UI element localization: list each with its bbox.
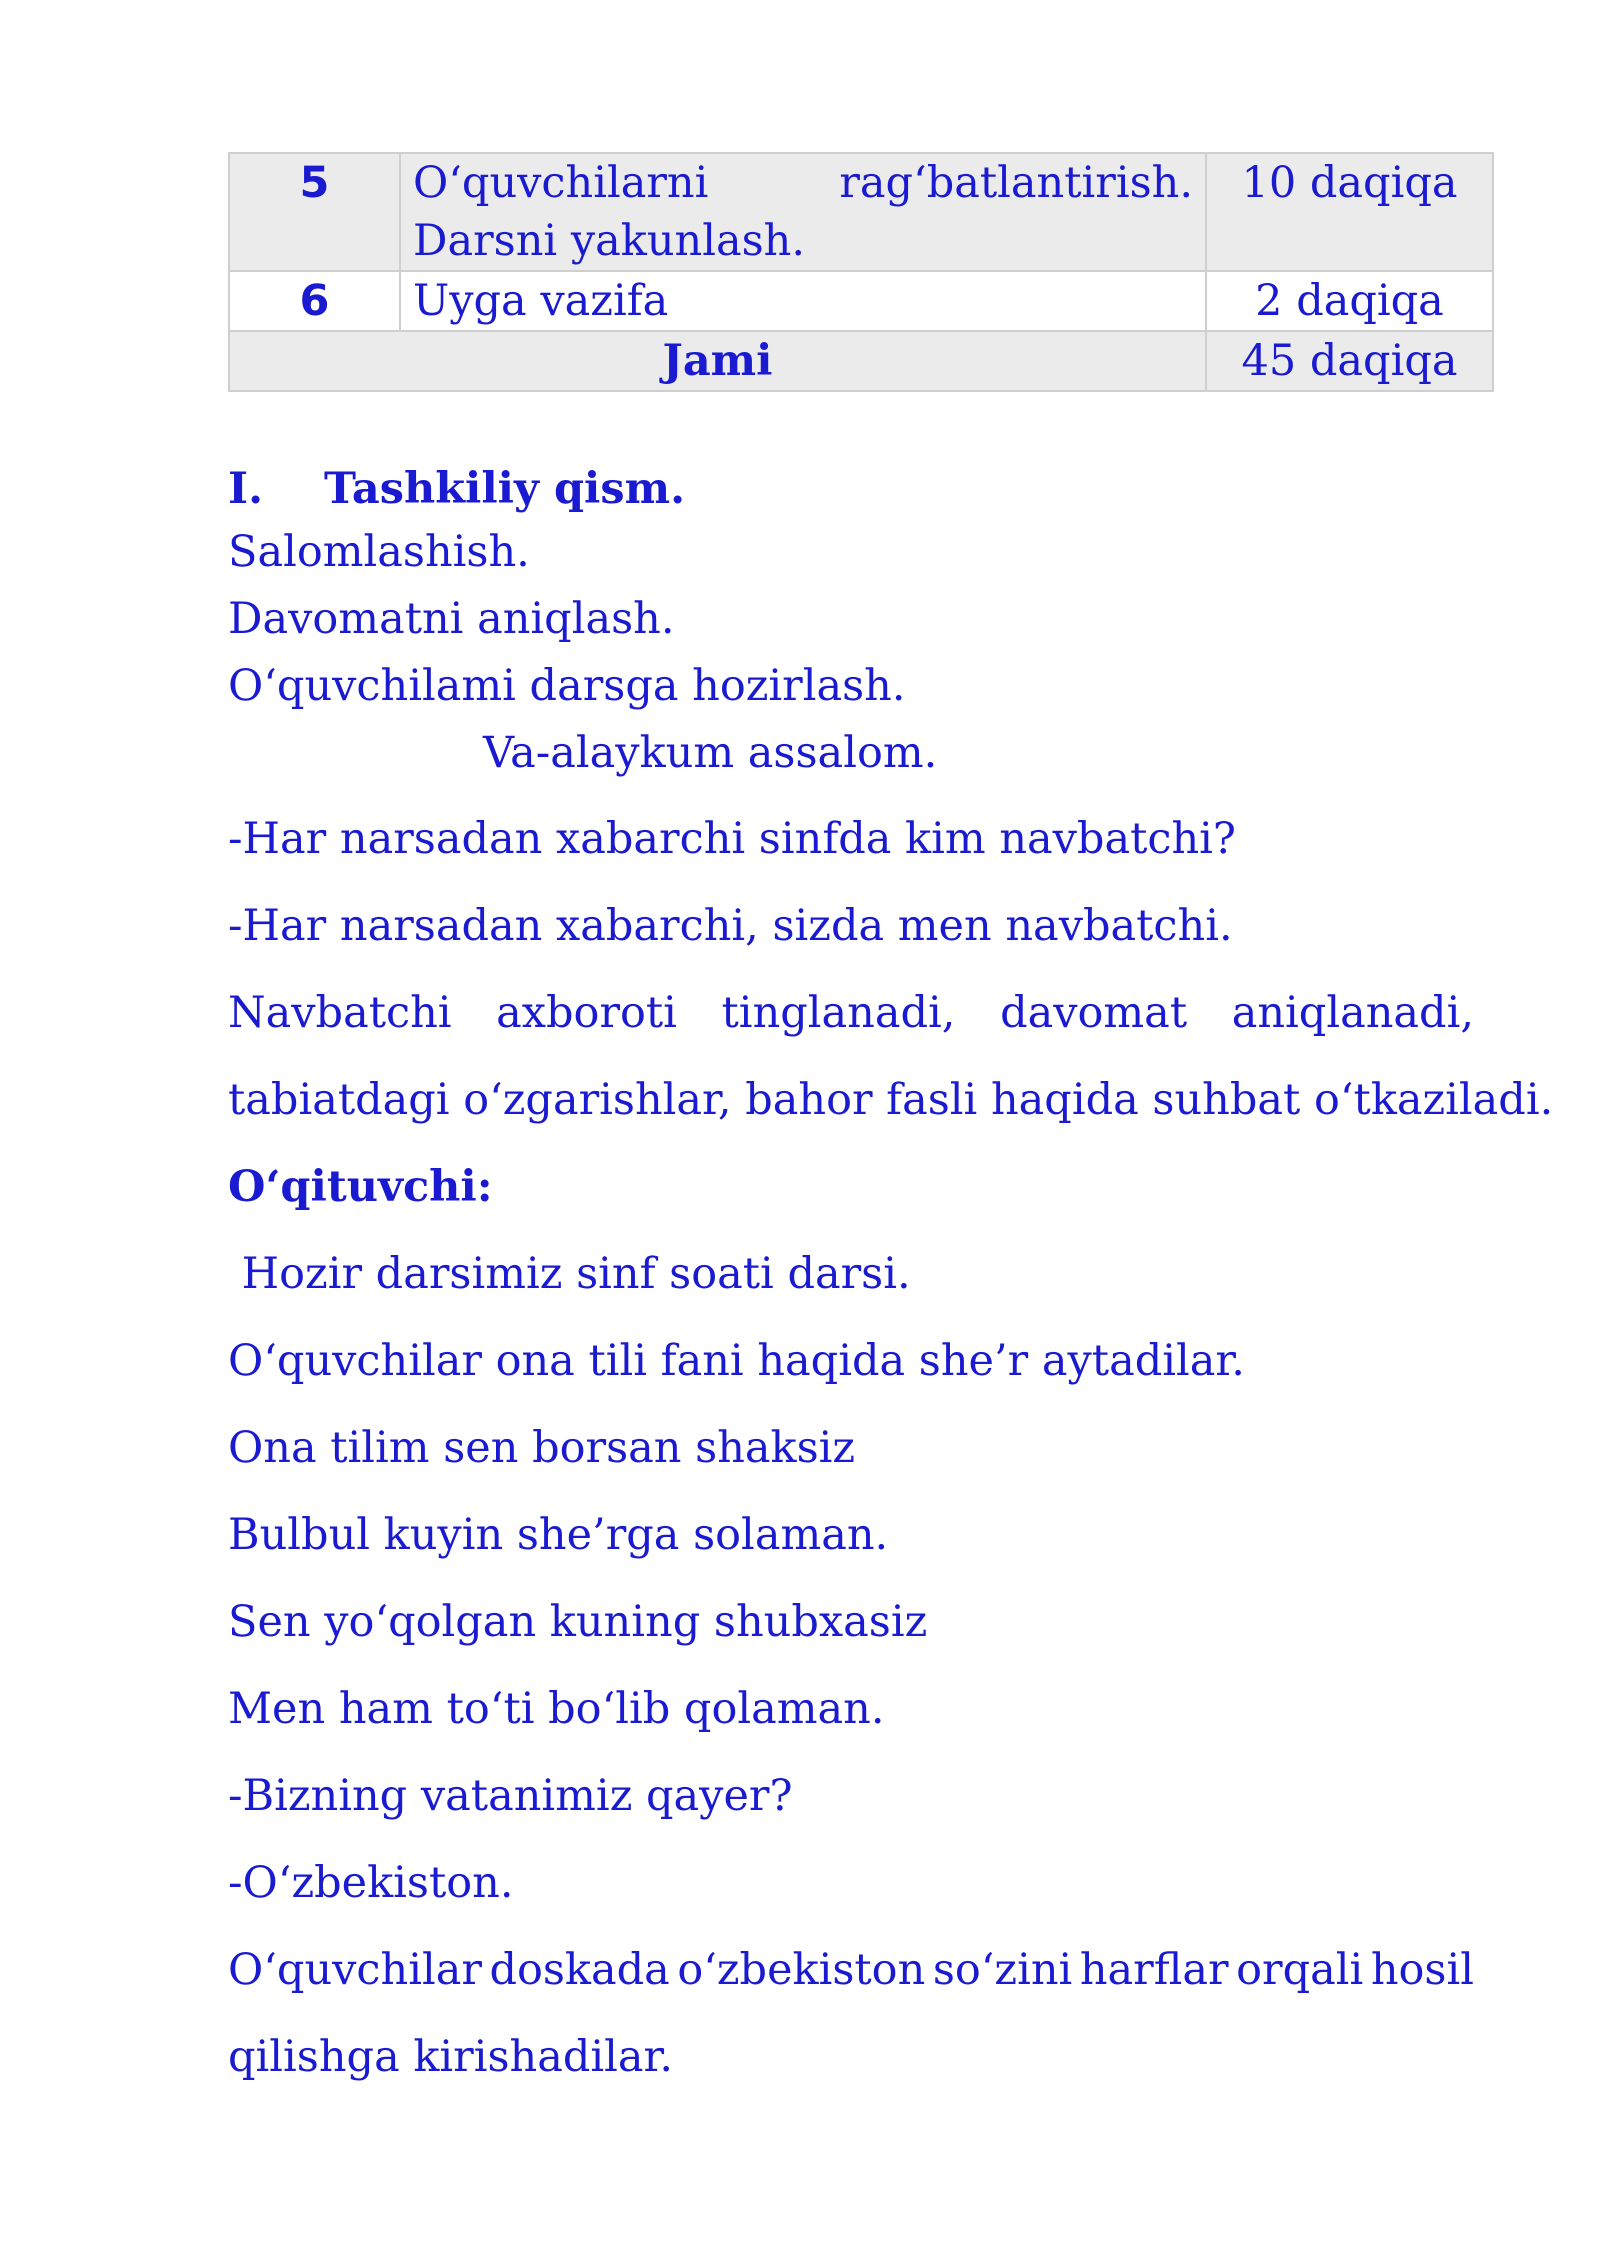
word: tinglanadi, bbox=[721, 988, 956, 1038]
row-number: 5 bbox=[229, 153, 400, 271]
text-line: qilishga kirishadilar. bbox=[228, 2032, 674, 2082]
lesson-plan-table bbox=[228, 152, 1494, 392]
row-description: Uyga vazifa bbox=[400, 271, 1206, 331]
word: aniqlanadi, bbox=[1231, 988, 1474, 1038]
text-line: -O‘zbekiston. bbox=[228, 1858, 514, 1908]
row-description: O‘quvchilarni rag‘batlantirish. Darsni yakunlash. bbox=[400, 153, 1206, 271]
word: harflar bbox=[1079, 1945, 1229, 1995]
word: so‘zini bbox=[932, 1945, 1073, 1995]
justified-text-line bbox=[228, 1941, 1474, 1999]
word: o‘zbekiston bbox=[677, 1945, 926, 1995]
text-line: -Bizning vatanimiz qayer? bbox=[228, 1771, 793, 1821]
table-total-row bbox=[229, 331, 1493, 391]
text-line: Salomlashish. bbox=[228, 527, 530, 577]
text-line: Davomatni aniqlash. bbox=[228, 594, 675, 644]
poem-line: Men ham to‘ti bo‘lib qolaman. bbox=[228, 1684, 885, 1734]
poem-line: Ona tilim sen borsan shaksiz bbox=[228, 1423, 856, 1473]
word: davomat bbox=[1000, 988, 1188, 1038]
speaker-label: O‘qituvchi: bbox=[228, 1162, 493, 1212]
total-duration: 45 daqiqa bbox=[1206, 331, 1493, 391]
text-line: O‘quvchilami darsga hozirlash. bbox=[228, 661, 906, 711]
word: Navbatchi bbox=[228, 988, 452, 1038]
section-number: I. bbox=[228, 464, 264, 514]
text-line: Hozir darsimiz sinf soati darsi. bbox=[228, 1249, 911, 1299]
row-duration: 10 daqiqa bbox=[1206, 153, 1493, 271]
section-title: Tashkiliy qism. bbox=[324, 464, 686, 514]
section-heading bbox=[228, 460, 685, 518]
word: O‘quvchilar bbox=[228, 1945, 482, 1995]
table-row bbox=[229, 153, 1493, 271]
poem-line: Bulbul kuyin she’rga solaman. bbox=[228, 1510, 889, 1560]
text-line: -Har narsadan xabarchi sinfda kim navbatchi? bbox=[228, 814, 1236, 864]
word: hosil bbox=[1370, 1945, 1474, 1995]
table-row bbox=[229, 271, 1493, 331]
justified-text-line bbox=[228, 984, 1474, 1042]
row-duration: 2 daqiqa bbox=[1206, 271, 1493, 331]
word: axboroti bbox=[496, 988, 677, 1038]
poem-line: Sen yo‘qolgan kuning shubxasiz bbox=[228, 1597, 928, 1647]
row-number: 6 bbox=[229, 271, 400, 331]
text-line: O‘quvchilar ona tili fani haqida she’r aytadilar. bbox=[228, 1336, 1245, 1386]
text-line: -Har narsadan xabarchi, sizda men navbatchi. bbox=[228, 901, 1233, 951]
text-line: tabiatdagi o‘zgarishlar, bahor fasli haqida suhbat o‘tkaziladi. bbox=[228, 1075, 1554, 1125]
word: doskada bbox=[489, 1945, 670, 1995]
word: orqali bbox=[1236, 1945, 1364, 1995]
total-label: Jami bbox=[229, 331, 1206, 391]
text-line: Va-alaykum assalom. bbox=[483, 728, 938, 778]
